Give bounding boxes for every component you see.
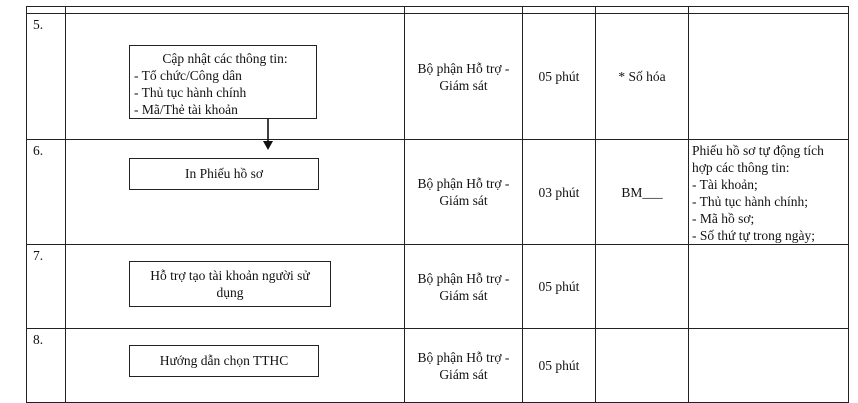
step-number: 6. bbox=[27, 140, 66, 245]
department-cell bbox=[405, 140, 523, 245]
header-cell-number bbox=[27, 7, 66, 14]
department-cell bbox=[405, 14, 523, 140]
flow-box-text: dụng bbox=[216, 285, 244, 300]
step-row-6 bbox=[27, 140, 849, 245]
form-cell: BM___ bbox=[596, 140, 689, 245]
department-text: Giám sát bbox=[439, 77, 488, 93]
form-cell: * Số hóa bbox=[596, 14, 689, 140]
flow-box-choose-procedure: Hướng dẫn chọn TTHC bbox=[129, 345, 319, 377]
department-text: Bộ phận Hỗ trợ - bbox=[417, 176, 510, 191]
flow-cell bbox=[66, 140, 405, 245]
flow-box-print-record: In Phiếu hồ sơ bbox=[129, 158, 319, 190]
duration-cell: 03 phút bbox=[523, 140, 596, 245]
note-title: hợp các thông tin: bbox=[692, 160, 790, 175]
note-item: - Số thứ tự trong ngày; bbox=[692, 228, 816, 243]
step-row-7 bbox=[27, 245, 849, 329]
department-text: Bộ phận Hỗ trợ - bbox=[417, 270, 510, 286]
note-cell bbox=[689, 140, 849, 245]
procedure-table bbox=[26, 6, 849, 403]
header-cell-department bbox=[405, 7, 523, 14]
flow-box-item: - Tổ chức/Công dân bbox=[134, 68, 242, 83]
note-title: Phiếu hồ sơ tự động tích bbox=[692, 143, 824, 158]
department-cell bbox=[405, 245, 523, 329]
note-item: - Mã hồ sơ; bbox=[692, 211, 755, 226]
flow-box-create-account bbox=[129, 261, 331, 307]
department-text: Giám sát bbox=[439, 366, 488, 382]
duration-cell: 05 phút bbox=[523, 245, 596, 329]
flow-cell bbox=[66, 245, 405, 329]
department-text: Bộ phận Hỗ trợ - bbox=[417, 60, 510, 76]
duration-cell: 05 phút bbox=[523, 14, 596, 140]
flow-cell bbox=[66, 329, 405, 403]
step-number: 5. bbox=[27, 14, 66, 140]
header-row bbox=[27, 7, 849, 14]
duration-cell: 05 phút bbox=[523, 329, 596, 403]
note-cell bbox=[689, 14, 849, 140]
department-cell bbox=[405, 329, 523, 403]
flow-box-text: Hỗ trợ tạo tài khoản người sử bbox=[150, 268, 310, 283]
header-cell-form bbox=[596, 7, 689, 14]
header-cell-duration bbox=[523, 7, 596, 14]
note-item: - Thủ tục hành chính; bbox=[692, 194, 808, 209]
note-cell bbox=[689, 329, 849, 403]
note-item: - Tài khoản; bbox=[692, 177, 758, 192]
department-text: Giám sát bbox=[439, 287, 488, 303]
note-cell bbox=[689, 245, 849, 329]
header-cell-flow bbox=[66, 7, 405, 14]
flow-cell bbox=[66, 14, 405, 140]
flow-box-item: - Mã/Thẻ tài khoản bbox=[134, 102, 238, 117]
step-number: 8. bbox=[27, 329, 66, 403]
header-cell-note bbox=[689, 7, 849, 14]
step-number: 7. bbox=[27, 245, 66, 329]
flow-box-item: - Thủ tục hành chính bbox=[134, 85, 247, 100]
department-text: Giám sát bbox=[439, 193, 488, 208]
flow-box-update-info bbox=[129, 45, 317, 119]
form-cell bbox=[596, 329, 689, 403]
step-row-5 bbox=[27, 14, 849, 140]
step-row-8 bbox=[27, 329, 849, 403]
flow-box-title: Cập nhật các thông tin: bbox=[162, 51, 288, 66]
form-cell bbox=[596, 245, 689, 329]
department-text: Bộ phận Hỗ trợ - bbox=[417, 349, 510, 365]
note-list bbox=[692, 176, 848, 244]
